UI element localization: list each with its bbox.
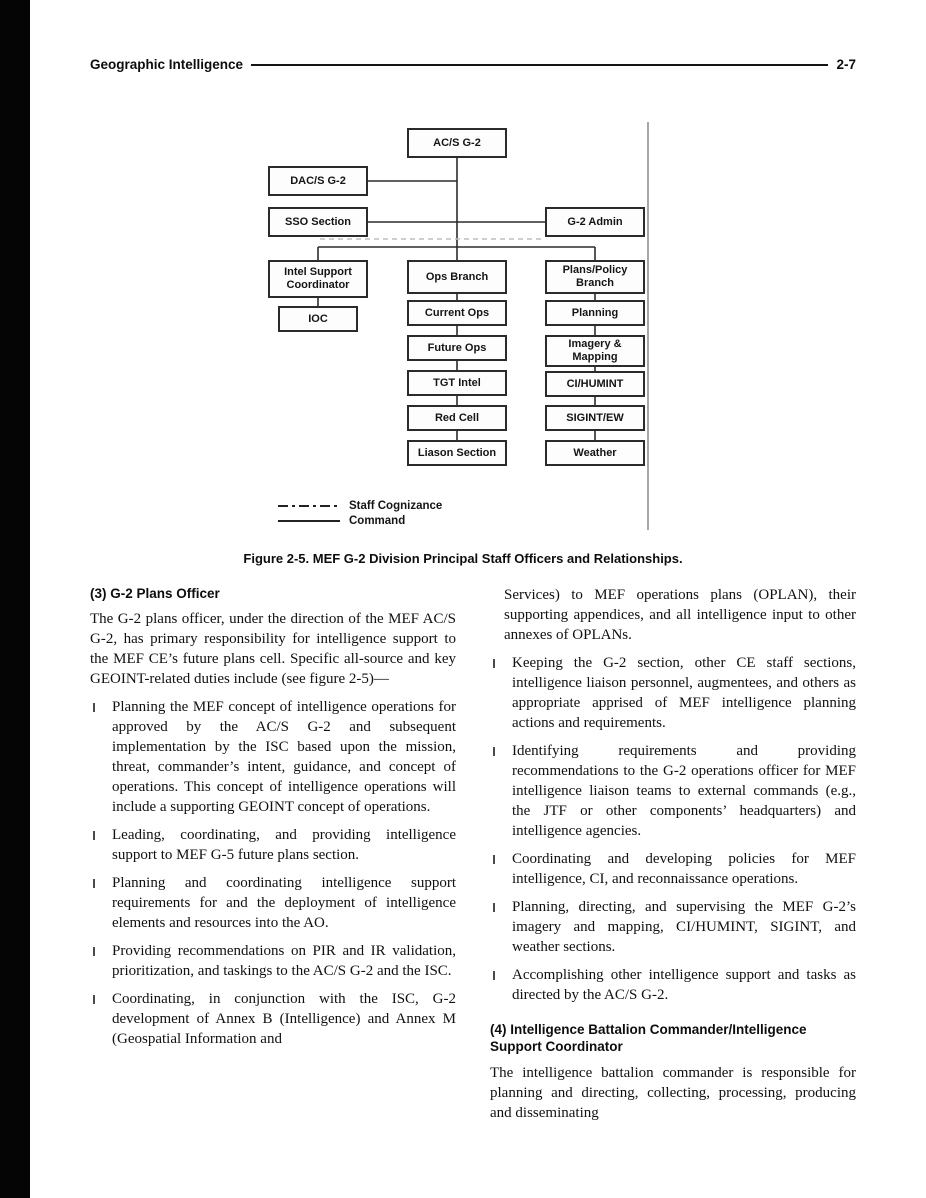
continuation-paragraph: Services) to MEF operations plans (OPLAN), their supporting appendices, and all intelligence input to other annexes of OPLANs.	[504, 587, 856, 643]
bullet-item	[490, 741, 856, 841]
chart-legend	[278, 498, 442, 528]
bullet-item	[90, 873, 456, 933]
bullet-text: Accomplishing other intelligence support and tasks as directed by the AC/S G-2.	[512, 967, 856, 1003]
bullet-icon	[493, 747, 495, 756]
legend-staff-cognizance	[278, 498, 442, 513]
section-4-paragraph: The intelligence battalion commander is responsible for planning and directing, collecting, processing, producing and disseminating	[490, 1065, 856, 1121]
dashdot-line-icon	[278, 505, 340, 507]
chart-box-planning: Planning	[545, 300, 645, 326]
legend-command	[278, 513, 442, 528]
chart-box-sso-section: SSO Section	[268, 207, 368, 237]
bullet-icon	[93, 995, 95, 1004]
org-chart-connectors	[0, 118, 926, 536]
header-title: Geographic Intelligence	[90, 57, 244, 72]
chart-box-liason-section: Liason Section	[407, 440, 507, 466]
header-rule	[251, 64, 828, 66]
chart-box-ci-humint: CI/HUMINT	[545, 371, 645, 397]
org-chart	[0, 118, 926, 536]
bullet-text: Identifying requirements and providing recommendations to the G-2 operations officer for MEF intelligence liaison teams to external commands (e.g., the JTF or other components’ headquarters) and intelligence agencies.	[512, 743, 856, 839]
chart-box-ops-branch: Ops Branch	[407, 260, 507, 294]
bullet-item	[90, 697, 456, 817]
bullet-icon	[93, 703, 95, 712]
chart-box-acs-g2: AC/S G-2	[407, 128, 507, 158]
bullet-item	[90, 989, 456, 1049]
bullet-icon	[493, 855, 495, 864]
bullet-text: Planning and coordinating intelligence support requirements for and the deployment of intelligence elements and resources into the AO.	[112, 875, 456, 931]
bullet-icon	[93, 879, 95, 888]
bullet-item	[490, 897, 856, 957]
bullet-list-left	[90, 697, 456, 1049]
chart-box-future-ops: Future Ops	[407, 335, 507, 361]
bullet-item	[490, 849, 856, 889]
intro-paragraph: The G-2 plans officer, under the direction of the MEF AC/S G-2, has primary responsibility for intelligence support to the MEF CE’s future plans cell. Specific all-source and key GEOINT-related duties include (see figure 2-5)—	[90, 611, 456, 687]
chart-box-sigint-ew: SIGINT/EW	[545, 405, 645, 431]
chart-box-ioc: IOC	[278, 306, 358, 332]
chart-box-imagery-mapping: Imagery & Mapping	[545, 335, 645, 367]
chart-box-tgt-intel: TGT Intel	[407, 370, 507, 396]
chart-box-current-ops: Current Ops	[407, 300, 507, 326]
chart-box-intel-support-coordinator: Intel Support Coordinator	[268, 260, 368, 298]
page-number: 2-7	[836, 57, 856, 72]
bullet-icon	[93, 947, 95, 956]
left-column	[90, 585, 456, 1131]
chart-box-g2-admin: G-2 Admin	[545, 207, 645, 237]
bullet-text: Planning the MEF concept of intelligence operations for approved by the AC/S G-2 and subsequent implementation by the ISC based upon the mission, threat, commander’s intent, guidance, and concept of operations. This concept of intelligence operations will include a supporting GEOINT concept of operations.	[112, 699, 456, 815]
section-heading-3: (3) G-2 Plans Officer	[90, 586, 220, 601]
figure-caption: Figure 2-5. MEF G-2 Division Principal Staff Officers and Relationships.	[243, 551, 683, 566]
bullet-item	[490, 653, 856, 733]
chart-box-dacs-g2: DAC/S G-2	[268, 166, 368, 196]
bullet-text: Providing recommendations on PIR and IR validation, prioritization, and taskings to the AC/S G-2 and the ISC.	[112, 943, 456, 979]
section-heading-4: (4) Intelligence Battalion Commander/Intelligence Support Coordinator	[490, 1022, 807, 1054]
bullet-list-right	[490, 653, 856, 1005]
bullet-text: Keeping the G-2 section, other CE staff sections, intelligence liaison personnel, augmentees, and others as appropriate apprised of MEF intelligence planning actions and requirements.	[512, 655, 856, 731]
bullet-text: Planning, directing, and supervising the MEF G-2’s imagery and mapping, CI/HUMINT, SIGINT, and weather sections.	[512, 899, 856, 955]
legend-label: Staff Cognizance	[349, 499, 443, 512]
bullet-text: Leading, coordinating, and providing intelligence support to MEF G-5 future plans section.	[112, 827, 456, 863]
chart-box-weather: Weather	[545, 440, 645, 466]
bullet-text: Coordinating, in conjunction with the ISC, G-2 development of Annex B (Intelligence) and Annex M (Geospatial Information and	[112, 991, 456, 1047]
legend-label: Command	[349, 514, 406, 527]
bullet-icon	[493, 971, 495, 980]
bullet-item	[90, 825, 456, 865]
bullet-icon	[93, 831, 95, 840]
solid-line-icon	[278, 520, 340, 522]
chart-box-red-cell: Red Cell	[407, 405, 507, 431]
bullet-item	[90, 941, 456, 981]
chart-box-plans-policy-branch: Plans/Policy Branch	[545, 260, 645, 294]
bullet-icon	[493, 903, 495, 912]
body-text	[90, 585, 856, 1131]
page-header	[90, 57, 856, 72]
bullet-item	[490, 965, 856, 1005]
bullet-icon	[493, 659, 495, 668]
bullet-text: Coordinating and developing policies for MEF intelligence, CI, and reconnaissance operations.	[512, 851, 856, 887]
right-column	[490, 585, 856, 1131]
